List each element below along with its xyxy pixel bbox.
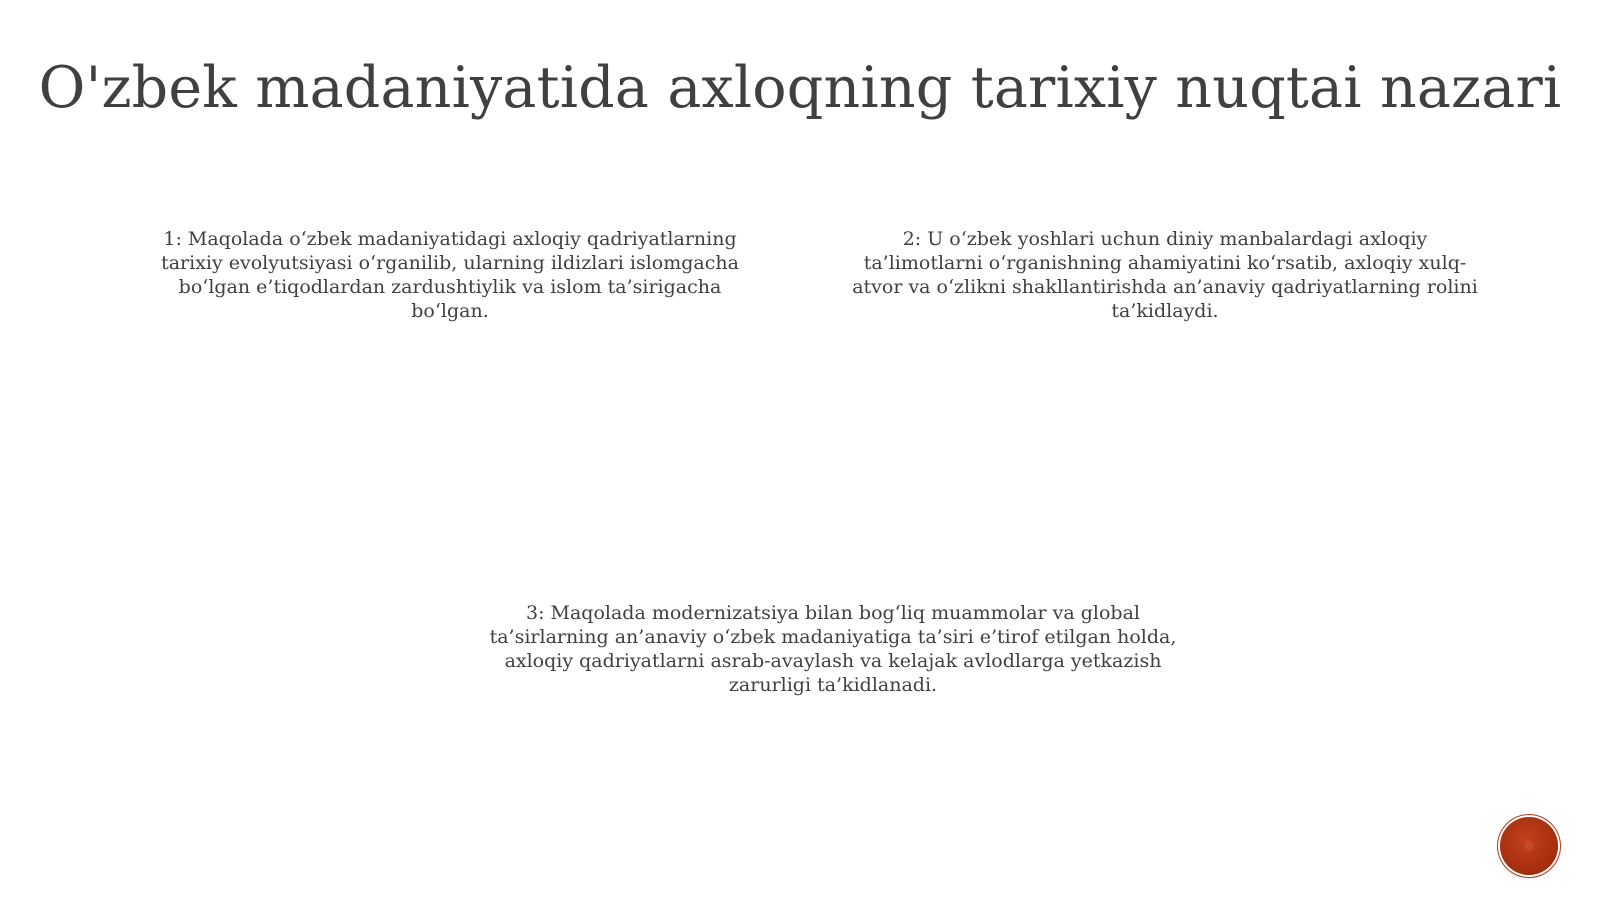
point-1-text: 1: Maqolada o‘zbek madaniyatidagi axloqiy qadriyatlarning tarixiy evolyutsiyasi o‘rganilib, ularning ildizlari islomgacha bo‘lgan e’tiqodlardan zardushtiylik va islom ta’sirigacha bo‘lgan. <box>161 228 739 322</box>
point-3-text: 3: Maqolada modernizatsiya bilan bog‘liq muammolar va global ta’sirlarning an’anaviy o‘zbek madaniyatiga ta’siri e’tirof etilgan holda, axloqiy qadriyatlarni asrab-avaylash va kelajak avlodlarga yetkazish zarurligi ta’kidlanadi. <box>489 602 1177 696</box>
slide-title: O'zbek madaniyatida axloqning tarixiy nuqtai nazari <box>38 55 1562 121</box>
circle-nav-icon <box>1517 834 1541 858</box>
point-2-text: 2: U o‘zbek yoshlari uchun diniy manbalardagi axloqiy ta’limotlarni o‘rganishning ahamiyatini ko‘rsatib, axloqiy xulq-atvor va o‘zlikni shakllantirishda an’anaviy qadriyatlarning rolini ta’kidlaydi. <box>852 228 1478 322</box>
slide-nav-button[interactable] <box>1500 817 1558 875</box>
